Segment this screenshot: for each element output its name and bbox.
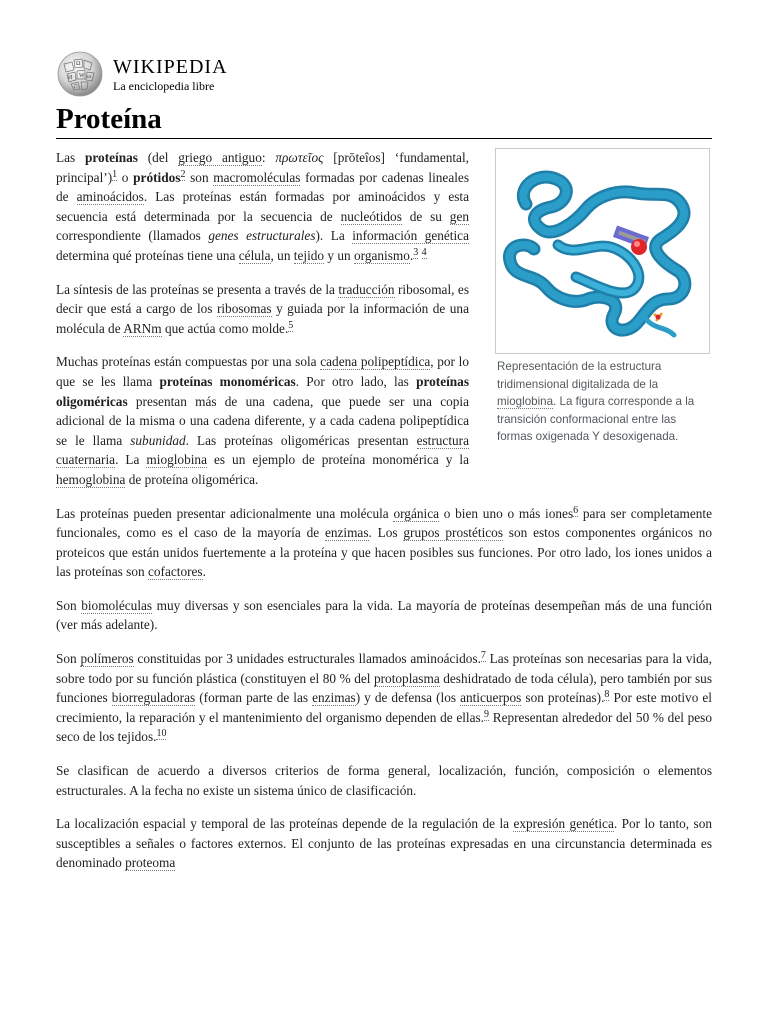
text: (forman parte de las	[195, 690, 313, 706]
text: , un	[270, 247, 294, 263]
text: y un	[324, 247, 355, 263]
italic-term: subunidad	[130, 432, 186, 448]
link-grupos-prosteticos[interactable]: grupos prostéticos	[403, 525, 503, 541]
link-protoplasma[interactable]: protoplasma	[373, 670, 440, 686]
text: Las	[56, 150, 85, 165]
text: deshidratado de toda célula), pero también por sus funciones	[56, 670, 713, 706]
link-celula[interactable]: célula	[238, 247, 271, 263]
text: .	[409, 247, 414, 263]
text: y guiada por la información de una molécula de	[56, 301, 469, 336]
caption-text: Representación de la estructura tridimensional digitalizada de la	[497, 360, 662, 391]
link-estructura-cuaternaria[interactable]: estructura cuaternaria	[56, 432, 469, 468]
paragraph-proteoma	[56, 814, 712, 873]
text: [prōteîos] ‘fundamental, principal’)	[56, 150, 469, 185]
text: de proteína oligomérica.	[125, 471, 259, 487]
text: muy diversas y son esenciales para la vida. La mayoría de proteínas desempeñan más de una función (ver más adelante).	[56, 597, 712, 633]
text: . Por lo tanto, son susceptibles a señales o factores externos. El conjunto de las proteínas expresadas en una circunstancia determinada es denominado	[56, 816, 713, 871]
link-ribosomas[interactable]: ribosomas	[216, 301, 272, 317]
text: . Las proteínas oligoméricas presentan	[185, 432, 417, 448]
text: son	[185, 169, 214, 185]
citation-10	[156, 728, 166, 740]
text: correspondiente (llamados	[56, 228, 209, 244]
figure-caption	[495, 358, 712, 446]
text: La localización espacial y temporal de las proteínas depende de la regulación de la	[56, 816, 514, 832]
link-biomoleculas[interactable]: biomoléculas	[81, 597, 153, 613]
text: .	[202, 564, 206, 580]
link-anticuerpos[interactable]: anticuerpos	[460, 690, 522, 706]
text: :	[261, 150, 276, 165]
site-brand[interactable]	[56, 50, 712, 96]
paragraph-biomoleculas	[56, 596, 712, 635]
bold-term: proteínas	[85, 150, 138, 165]
bold-term: prótidos	[133, 169, 181, 185]
text: es un ejemplo de proteína monomérica y la	[206, 452, 469, 468]
citation-5	[288, 320, 293, 332]
link-expresion-genetica[interactable]: expresión genética	[513, 816, 614, 832]
text: Son	[56, 651, 81, 667]
text: . Por otro lado, las	[295, 373, 417, 389]
link-enzimas-2[interactable]: enzimas	[312, 690, 356, 706]
text: Las proteínas son necesarias para la vida, sobre todo por su función plástica (constituyen el 80 % del	[56, 651, 712, 686]
text: ) y de defensa (los	[355, 690, 461, 706]
text: para ser completamente funcionales, como es el caso de la mayoría de	[56, 505, 712, 541]
citation-link[interactable]: 3	[413, 246, 419, 258]
text: son proteínas).	[521, 690, 605, 706]
page-title: Proteína	[56, 102, 712, 139]
text: que actúa como molde.	[161, 320, 289, 336]
text: Representan alrededor del 50 % del peso seco de los tejidos.	[56, 709, 712, 745]
text: constituidas por 3 unidades estructurales llamados aminoácidos.	[133, 651, 481, 667]
citation-link[interactable]: 2	[180, 168, 186, 180]
link-traduccion[interactable]: traducción	[338, 281, 395, 297]
link-cofactores[interactable]: cofactores	[147, 564, 203, 580]
text: (del	[137, 150, 179, 165]
text: ribosomal, es decir que está a cargo de los	[56, 281, 470, 317]
text: ). La	[315, 228, 353, 244]
citation-link[interactable]: 8	[604, 689, 610, 701]
text: . Las proteínas están formadas por aminoácidos y esta secuencia está determinada por la secuencia de	[56, 189, 469, 224]
bold-term: proteínas oligoméricas	[56, 373, 470, 409]
link-organica[interactable]: orgánica	[393, 505, 440, 521]
caption-link-mioglobina[interactable]: mioglobina	[497, 395, 554, 408]
citation-link[interactable]: 5	[288, 319, 294, 331]
text: presentan más de una cadena, que puede ser una copia adicional de la misma o una cadena diferente, y a cada cadena polipeptídica se le llama	[56, 393, 469, 448]
wikipedia-globe-icon	[56, 50, 104, 98]
italic-term: genes estructurales	[208, 228, 316, 244]
link-arnm[interactable]: ARNm	[123, 320, 162, 336]
link-cadena-polipeptidica[interactable]: cadena polipeptídica	[320, 354, 431, 370]
paragraph-polimeros	[56, 649, 712, 747]
citation-link[interactable]: 10	[156, 728, 167, 740]
text: son estos componentes orgánicos no proteicos que están unidos fuertemente a la proteína y que hacen posibles sus funciones. Por otro lado, los iones unidos a las proteínas son	[56, 525, 712, 580]
myoglobin-structure-image[interactable]	[495, 148, 710, 354]
text: Por este motivo el crecimiento, la reparación y el mantenimiento del organismo dependen de ellas.	[56, 690, 712, 725]
citation-link[interactable]: 1	[112, 168, 118, 180]
citation-link[interactable]: 9	[484, 708, 490, 720]
link-macromoleculas[interactable]: macromoléculas	[213, 169, 301, 185]
text: o bien uno o más iones	[439, 505, 574, 521]
text: Muchas proteínas están compuestas por una sola	[56, 354, 321, 370]
citation-4	[422, 247, 427, 259]
article-page	[56, 50, 712, 887]
text: determina qué proteínas tiene una	[56, 247, 239, 263]
link-informacion-genetica[interactable]: información genética	[352, 228, 469, 244]
text: de su	[401, 208, 450, 224]
svg-text:W: W	[79, 73, 85, 79]
link-griego-antiguo[interactable]: griego antiguo	[178, 150, 262, 165]
paragraph-clasificacion	[56, 761, 712, 800]
caption-text: . La figura corresponde a la transición conformacional entre las formas oxigenada Y desoxigenada.	[497, 395, 695, 443]
citation-link[interactable]: 6	[573, 504, 579, 516]
link-polimeros[interactable]: polímeros	[80, 651, 134, 667]
text: Las proteínas pueden presentar adicionalmente una molécula	[56, 505, 394, 521]
link-mioglobina[interactable]: mioglobina	[146, 452, 207, 468]
wikipedia-wordmark: WIKIPEDIA	[113, 56, 228, 78]
paragraph-iones	[56, 504, 712, 582]
svg-text:Ω: Ω	[76, 61, 81, 67]
bold-term: proteínas monoméricas	[159, 373, 296, 389]
citation-3	[413, 247, 418, 259]
svg-text:ת: ת	[74, 84, 78, 90]
citation-link[interactable]: 7	[480, 650, 486, 662]
citation-link[interactable]: 4	[421, 246, 427, 258]
greek-word: πρωτεῖος	[275, 150, 324, 165]
link-enzimas[interactable]: enzimas	[324, 525, 369, 541]
link-nucleotidos[interactable]: nucleótidos	[340, 208, 402, 224]
link-organismo[interactable]: organismo	[354, 247, 410, 263]
link-aminoacidos[interactable]: aminoácidos	[76, 189, 144, 205]
text: Son	[56, 597, 82, 613]
text: formadas por cadenas lineales de	[56, 169, 470, 205]
link-tejido[interactable]: tejido	[293, 247, 325, 263]
article-body	[56, 148, 712, 873]
text: . La	[115, 452, 147, 468]
svg-text:И: И	[68, 75, 73, 81]
text: o	[117, 169, 134, 185]
text: , por lo que se les llama	[56, 354, 469, 389]
svg-text:ω: ω	[87, 74, 91, 80]
infobox-figure	[495, 148, 712, 446]
text: Se clasifican de acuerdo a diversos criterios de forma general, localización, función, composición o elementos estructurales. A la fecha no existe un sistema único de clasificación.	[56, 763, 712, 798]
link-hemoglobina[interactable]: hemoglobina	[56, 471, 126, 487]
wikipedia-tagline: La enciclopedia libre	[113, 79, 215, 93]
link-proteoma[interactable]: proteoma	[125, 855, 176, 871]
link-biorreguladoras[interactable]: biorreguladoras	[111, 690, 196, 706]
link-gen[interactable]: gen	[449, 208, 469, 224]
text: La síntesis de las proteínas se presenta a través de la	[56, 281, 339, 297]
text: . Los	[368, 525, 404, 541]
